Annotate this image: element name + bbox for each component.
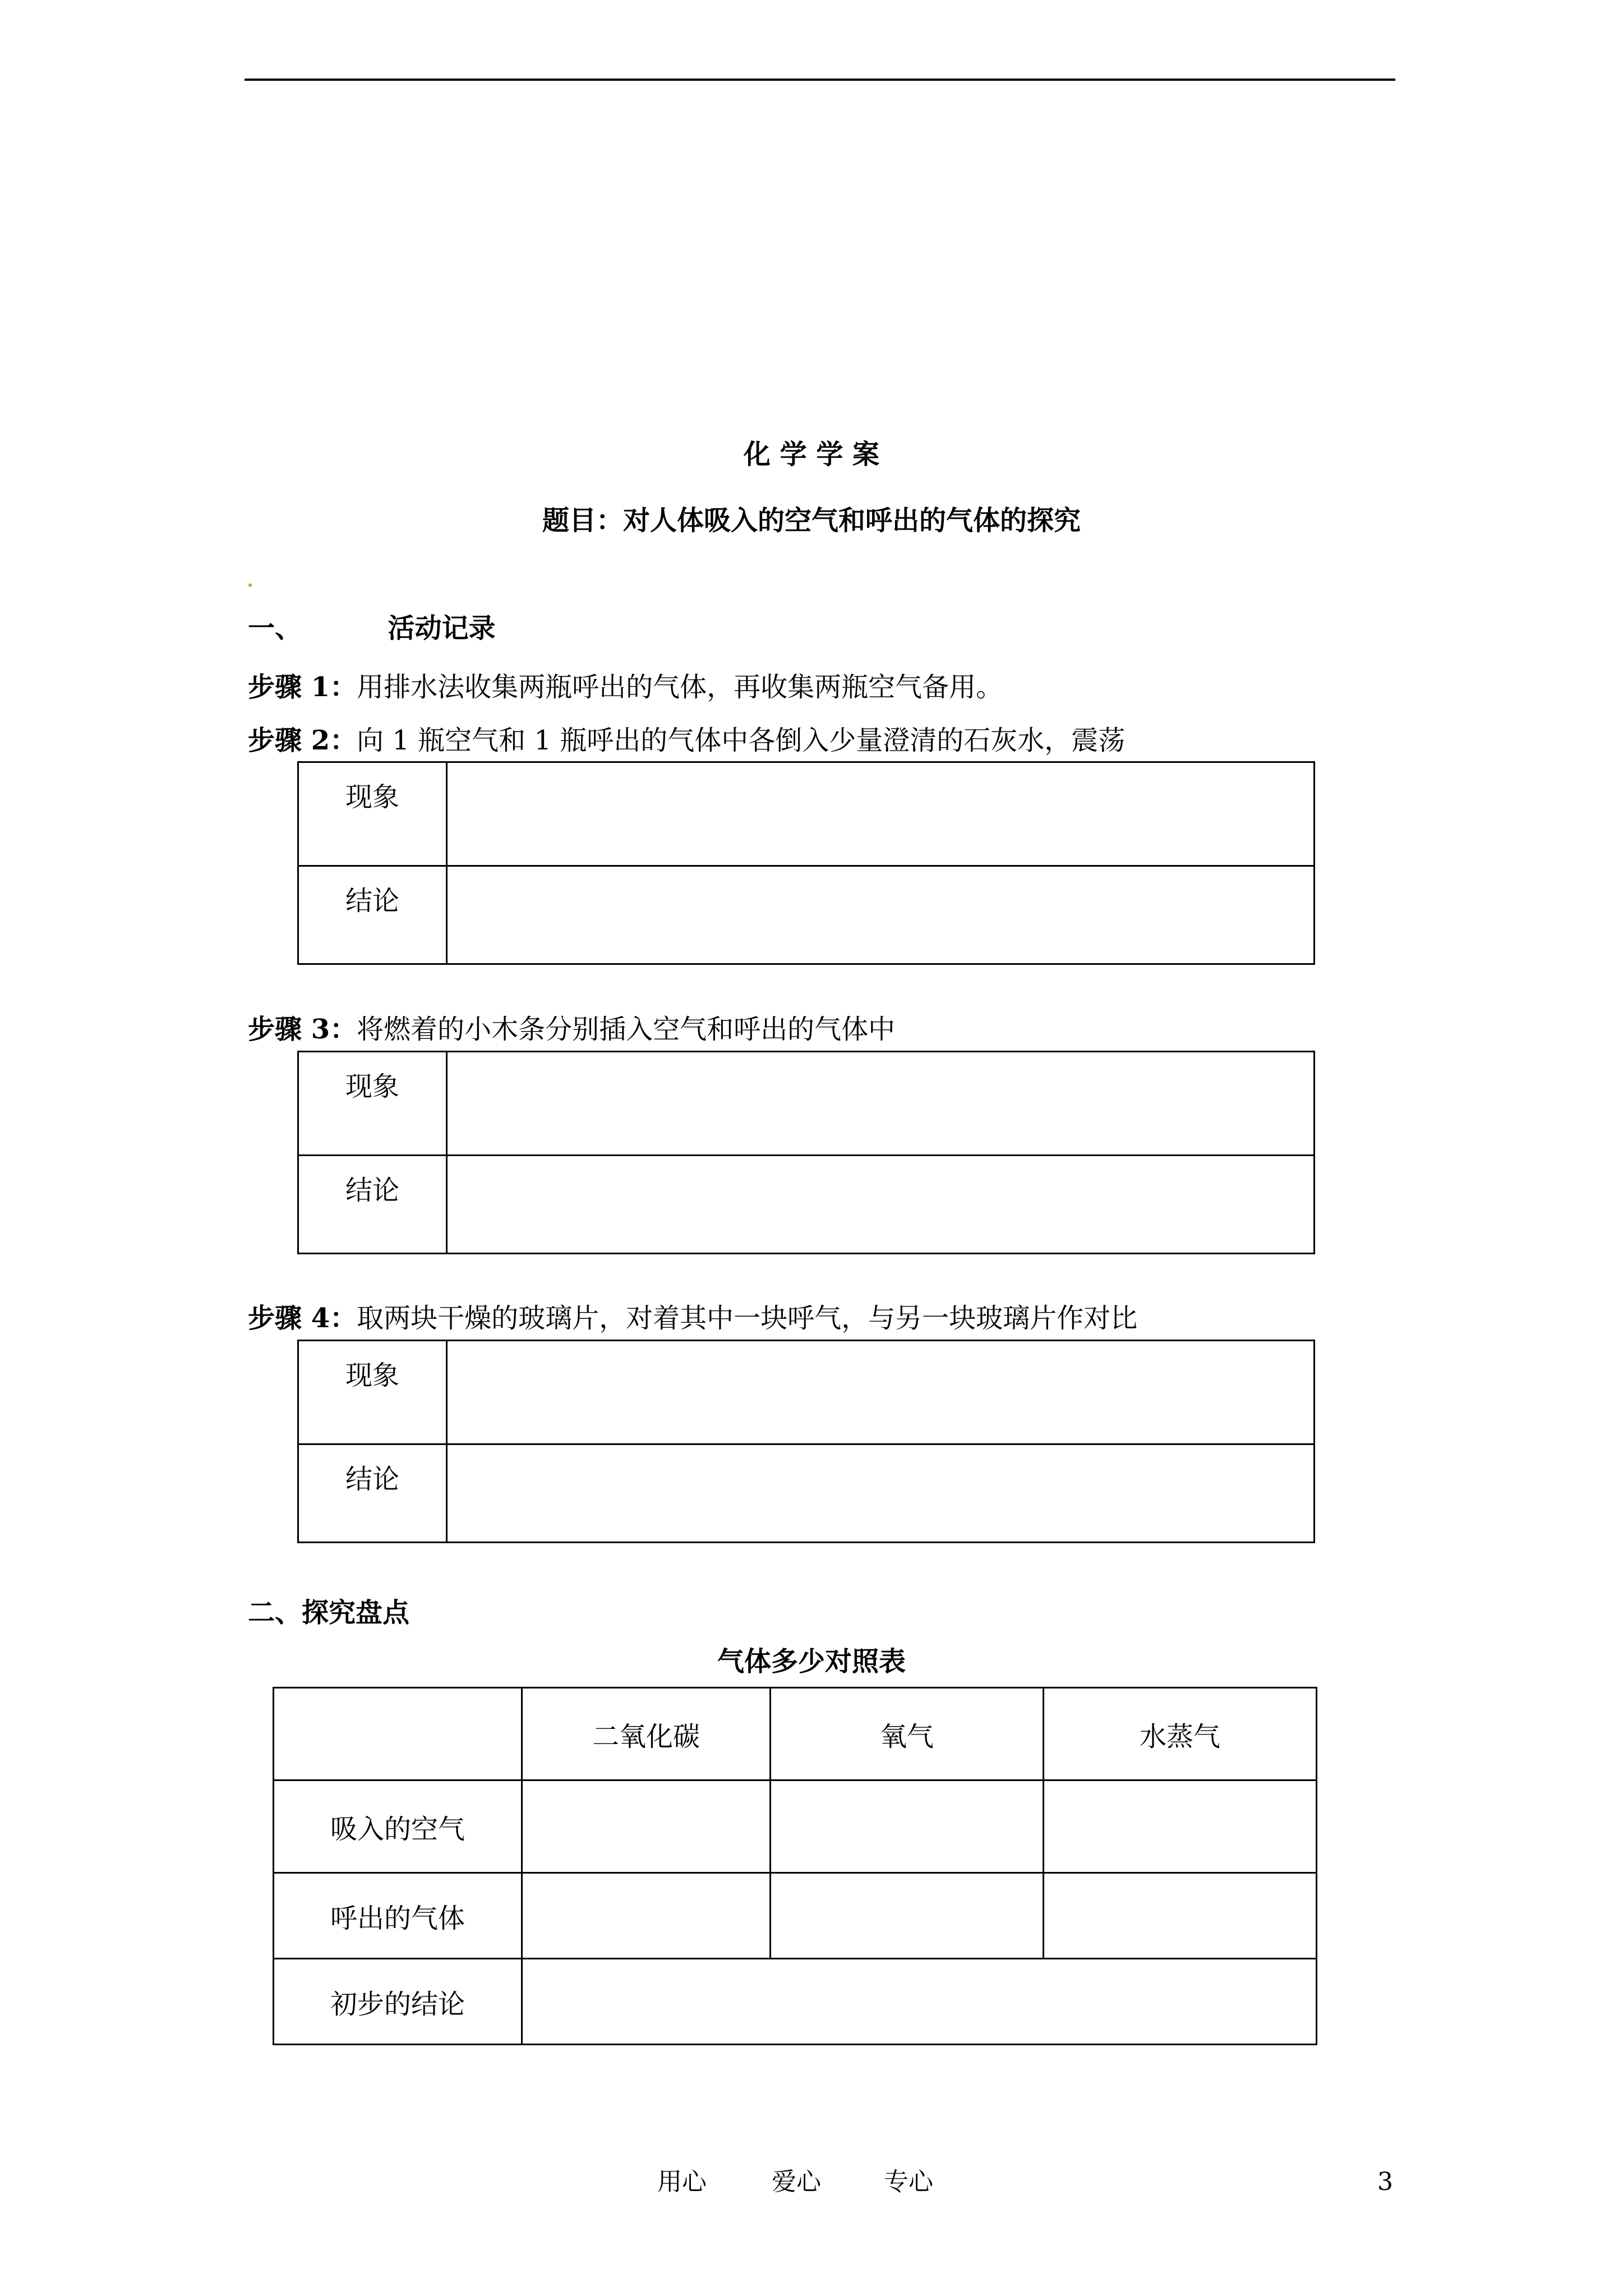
- document-subtitle: 题目：对人体吸入的空气和呼出的气体的探究: [542, 505, 1081, 536]
- phenomenon-answer-cell[interactable]: [447, 1052, 1315, 1156]
- column-header-oxygen: 氧气: [771, 1688, 1044, 1780]
- section-1-title: 活动记录: [388, 613, 496, 644]
- step-4-label: 步骤 4：: [248, 1303, 357, 1334]
- row-header-inhaled-air: 吸入的空气: [274, 1780, 522, 1873]
- column-header-co2: 二氧化碳: [522, 1688, 771, 1780]
- conclusion-answer-cell[interactable]: [447, 866, 1315, 964]
- step-4: [248, 1301, 1137, 1335]
- conclusion-answer-cell[interactable]: [522, 1959, 1317, 2045]
- phenomenon-answer-cell[interactable]: [447, 1341, 1315, 1444]
- table-corner-cell: [274, 1688, 522, 1780]
- footer-item: 专心: [884, 2168, 933, 2196]
- section-1-heading: [248, 611, 495, 645]
- comparison-table-title: 气体多少对照表: [717, 1646, 906, 1677]
- conclusion-label: 结论: [298, 866, 447, 964]
- section-2-heading: 二、探究盘点: [248, 1597, 410, 1628]
- phenomenon-label: 现象: [298, 1052, 447, 1156]
- answer-cell[interactable]: [1044, 1780, 1317, 1873]
- conclusion-answer-cell[interactable]: [447, 1444, 1315, 1543]
- phenomenon-answer-cell[interactable]: [447, 762, 1315, 866]
- conclusion-answer-cell[interactable]: [447, 1156, 1315, 1254]
- step-3-table: [297, 1051, 1315, 1254]
- step-2-table: [297, 761, 1315, 965]
- answer-cell[interactable]: [522, 1873, 771, 1959]
- answer-cell[interactable]: [1044, 1873, 1317, 1959]
- step-3: [248, 1013, 895, 1046]
- decorative-dot: [248, 583, 252, 587]
- answer-cell[interactable]: [522, 1780, 771, 1873]
- step-1-text: 用排水法收集两瓶呼出的气体，再收集两瓶空气备用。: [357, 671, 1003, 703]
- step-1: [248, 670, 1003, 704]
- document-title: 化 学 学 案: [743, 439, 880, 470]
- step-3-label: 步骤 3：: [248, 1014, 357, 1045]
- conclusion-label: 结论: [298, 1444, 447, 1543]
- step-3-text: 将燃着的小木条分别插入空气和呼出的气体中: [357, 1014, 896, 1045]
- phenomenon-label: 现象: [298, 762, 447, 866]
- answer-cell[interactable]: [771, 1873, 1044, 1959]
- row-header-preliminary-conclusion: 初步的结论: [274, 1959, 522, 2045]
- section-1-number: 一、: [248, 613, 302, 644]
- step-2-label: 步骤 2：: [248, 725, 357, 756]
- column-header-water-vapor: 水蒸气: [1044, 1688, 1317, 1780]
- page-number: 3: [1377, 2168, 1393, 2196]
- footer-item: 爱心: [772, 2168, 821, 2196]
- header-rule: [245, 79, 1395, 81]
- step-4-table: [297, 1340, 1315, 1543]
- gas-comparison-table: [273, 1687, 1317, 2045]
- step-4-text: 取两块干燥的玻璃片，对着其中一块呼气，与另一块玻璃片作对比: [357, 1303, 1138, 1334]
- step-1-label: 步骤 1：: [248, 671, 357, 703]
- answer-cell[interactable]: [771, 1780, 1044, 1873]
- footer-item: 用心: [657, 2168, 707, 2196]
- phenomenon-label: 现象: [298, 1341, 447, 1444]
- row-header-exhaled-gas: 呼出的气体: [274, 1873, 522, 1959]
- step-2: [248, 724, 1125, 757]
- conclusion-label: 结论: [298, 1156, 447, 1254]
- step-2-text: 向 1 瓶空气和 1 瓶呼出的气体中各倒入少量澄清的石灰水，震荡: [357, 725, 1126, 756]
